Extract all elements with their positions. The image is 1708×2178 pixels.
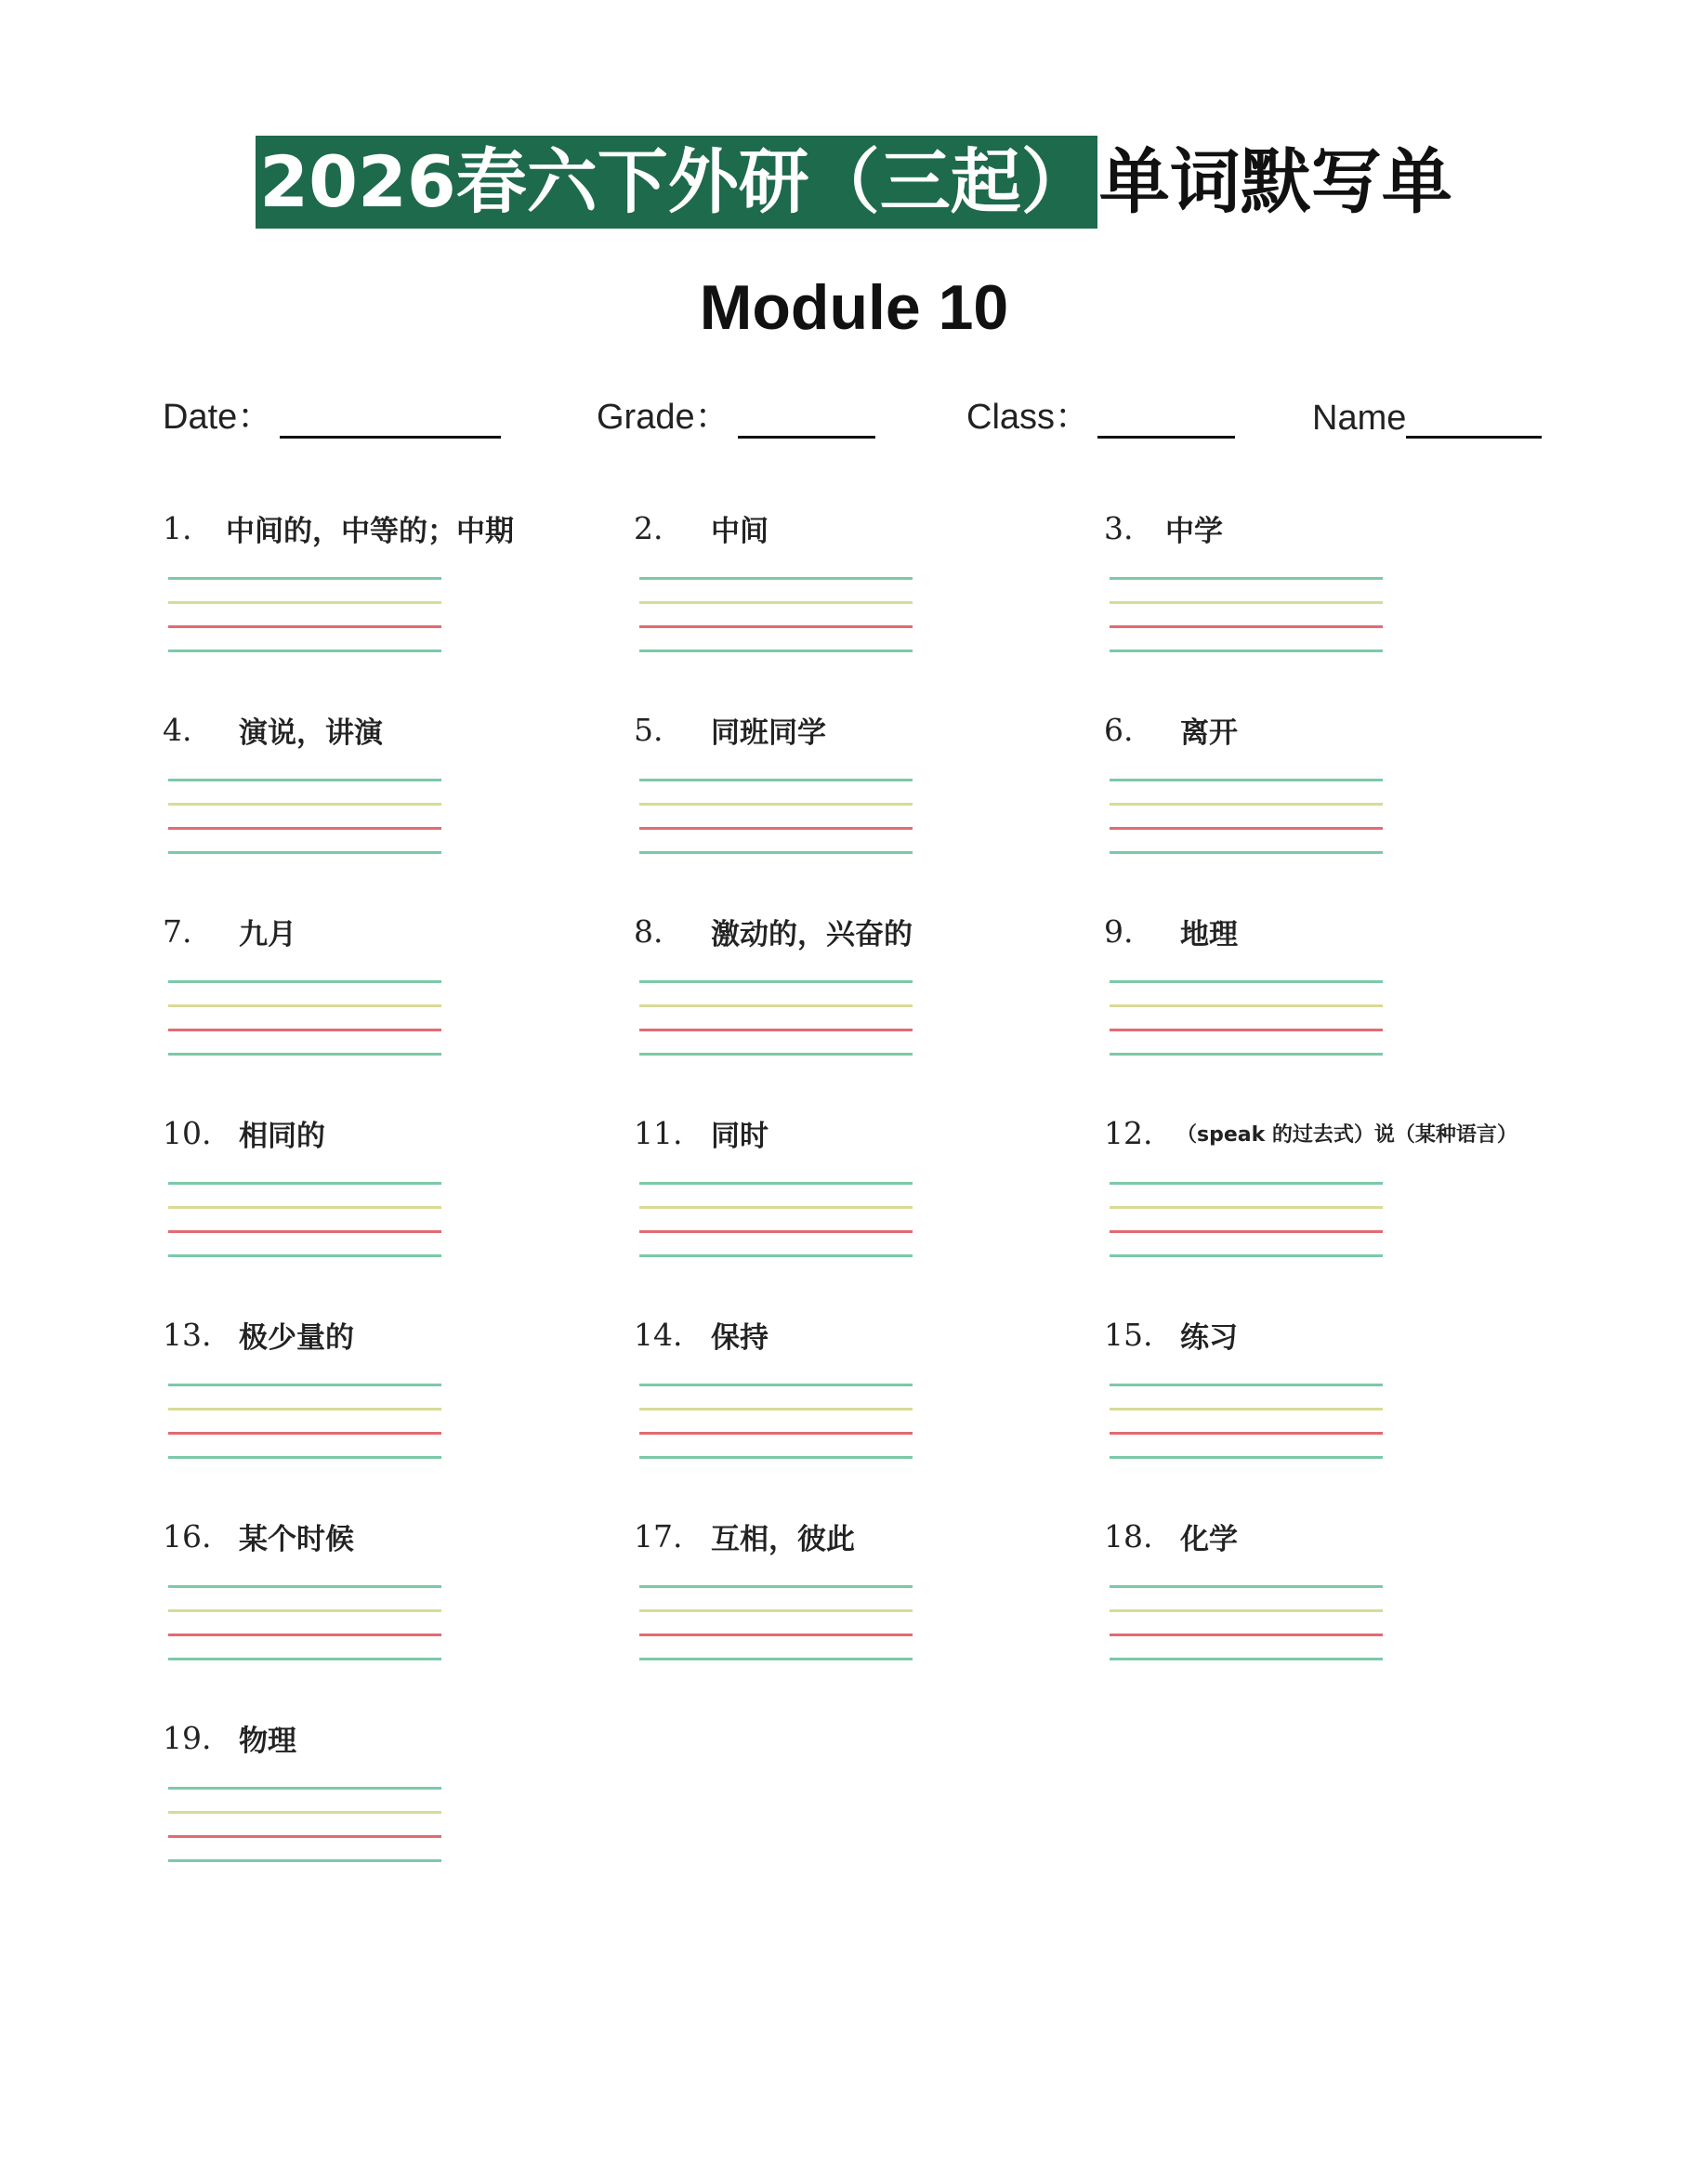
writing-lines[interactable] bbox=[639, 1384, 913, 1462]
item-number: 1. bbox=[163, 509, 192, 546]
writing-lines[interactable] bbox=[1110, 577, 1383, 655]
item-chinese: 九月 bbox=[239, 917, 296, 951]
writing-lines[interactable] bbox=[1110, 779, 1383, 857]
word-item bbox=[163, 706, 609, 892]
word-item bbox=[1104, 908, 1550, 1094]
worksheet-title bbox=[0, 130, 1708, 234]
writing-lines[interactable] bbox=[168, 577, 441, 655]
writing-lines[interactable] bbox=[639, 577, 913, 655]
word-item bbox=[634, 505, 1080, 690]
writing-lines[interactable] bbox=[168, 1182, 441, 1260]
date-label: Date： bbox=[163, 398, 273, 437]
writing-lines[interactable] bbox=[168, 1787, 441, 1865]
title-rest: 单词默写单 bbox=[1098, 140, 1452, 223]
item-chinese: 激动的，兴奋的 bbox=[711, 917, 913, 951]
date-field[interactable] bbox=[163, 383, 501, 439]
name-field[interactable] bbox=[1312, 383, 1542, 439]
item-chinese: 极少量的 bbox=[239, 1320, 354, 1355]
word-item bbox=[634, 706, 1080, 892]
word-item bbox=[163, 1109, 609, 1295]
word-item bbox=[163, 1513, 609, 1699]
item-number: 17. bbox=[634, 1517, 683, 1555]
class-blank[interactable] bbox=[1097, 399, 1235, 439]
module-heading: Module 10 bbox=[699, 272, 1009, 343]
word-item bbox=[1104, 505, 1550, 690]
item-chinese: 地理 bbox=[1180, 917, 1238, 951]
item-number: 19. bbox=[163, 1719, 212, 1756]
writing-lines[interactable] bbox=[168, 779, 441, 857]
item-chinese: 化学 bbox=[1180, 1522, 1238, 1556]
word-item bbox=[1104, 706, 1550, 892]
class-field[interactable] bbox=[966, 383, 1235, 439]
writing-lines[interactable] bbox=[168, 980, 441, 1058]
word-item bbox=[1104, 1109, 1531, 1295]
item-chinese: 离开 bbox=[1180, 715, 1238, 750]
word-item bbox=[163, 908, 609, 1094]
item-number: 15. bbox=[1104, 1316, 1153, 1353]
writing-lines[interactable] bbox=[639, 779, 913, 857]
item-number: 5. bbox=[634, 711, 663, 748]
item-number: 11. bbox=[634, 1114, 683, 1151]
item-number: 12. bbox=[1104, 1114, 1153, 1151]
writing-lines[interactable] bbox=[1110, 1384, 1383, 1462]
item-chinese: 同时 bbox=[711, 1119, 769, 1153]
item-number: 13. bbox=[163, 1316, 212, 1353]
grade-blank[interactable] bbox=[738, 399, 875, 439]
item-number: 14. bbox=[634, 1316, 683, 1353]
grade-label: Grade： bbox=[597, 398, 730, 437]
item-chinese: （speak 的过去式）说（某种语言） bbox=[1176, 1122, 1517, 1147]
name-label: Name bbox=[1312, 399, 1407, 438]
word-item bbox=[1104, 1513, 1550, 1699]
item-number: 3. bbox=[1104, 509, 1134, 546]
item-chinese: 演说，讲演 bbox=[239, 715, 383, 750]
writing-lines[interactable] bbox=[639, 1182, 913, 1260]
item-chinese: 中间 bbox=[711, 514, 769, 548]
item-number: 2. bbox=[634, 509, 663, 546]
word-item bbox=[634, 1513, 1080, 1699]
word-item bbox=[634, 908, 1080, 1094]
word-item bbox=[163, 1311, 609, 1497]
writing-lines[interactable] bbox=[168, 1384, 441, 1462]
writing-lines[interactable] bbox=[1110, 1585, 1383, 1663]
writing-lines[interactable] bbox=[639, 980, 913, 1058]
item-number: 6. bbox=[1104, 711, 1134, 748]
word-item bbox=[634, 1109, 1080, 1295]
item-number: 9. bbox=[1104, 912, 1134, 950]
item-number: 4. bbox=[163, 711, 192, 748]
title-highlight: 2026春六下外研（三起） bbox=[256, 136, 1097, 229]
writing-lines[interactable] bbox=[639, 1585, 913, 1663]
word-item bbox=[163, 505, 609, 690]
item-number: 10. bbox=[163, 1114, 212, 1151]
item-chinese: 同班同学 bbox=[711, 715, 826, 750]
writing-lines[interactable] bbox=[1110, 980, 1383, 1058]
item-chinese: 中学 bbox=[1165, 514, 1223, 548]
class-label: Class： bbox=[966, 398, 1091, 437]
item-chinese: 物理 bbox=[239, 1724, 296, 1758]
item-number: 16. bbox=[163, 1517, 212, 1555]
writing-lines[interactable] bbox=[168, 1585, 441, 1663]
item-chinese: 保持 bbox=[711, 1320, 769, 1355]
item-chinese: 中间的，中等的；中期 bbox=[226, 514, 514, 548]
item-chinese: 相同的 bbox=[239, 1119, 325, 1153]
item-number: 8. bbox=[634, 912, 663, 950]
item-chinese: 某个时候 bbox=[239, 1522, 354, 1556]
item-number: 18. bbox=[1104, 1517, 1153, 1555]
item-number: 7. bbox=[163, 912, 192, 950]
name-blank[interactable] bbox=[1406, 399, 1542, 439]
word-item bbox=[634, 1311, 1080, 1497]
word-item bbox=[163, 1714, 609, 1900]
writing-lines[interactable] bbox=[1110, 1182, 1383, 1260]
word-item bbox=[1104, 1311, 1550, 1497]
grade-field[interactable] bbox=[597, 383, 875, 439]
item-chinese: 互相，彼此 bbox=[711, 1522, 855, 1556]
item-chinese: 练习 bbox=[1180, 1320, 1238, 1355]
date-blank[interactable] bbox=[280, 399, 501, 439]
